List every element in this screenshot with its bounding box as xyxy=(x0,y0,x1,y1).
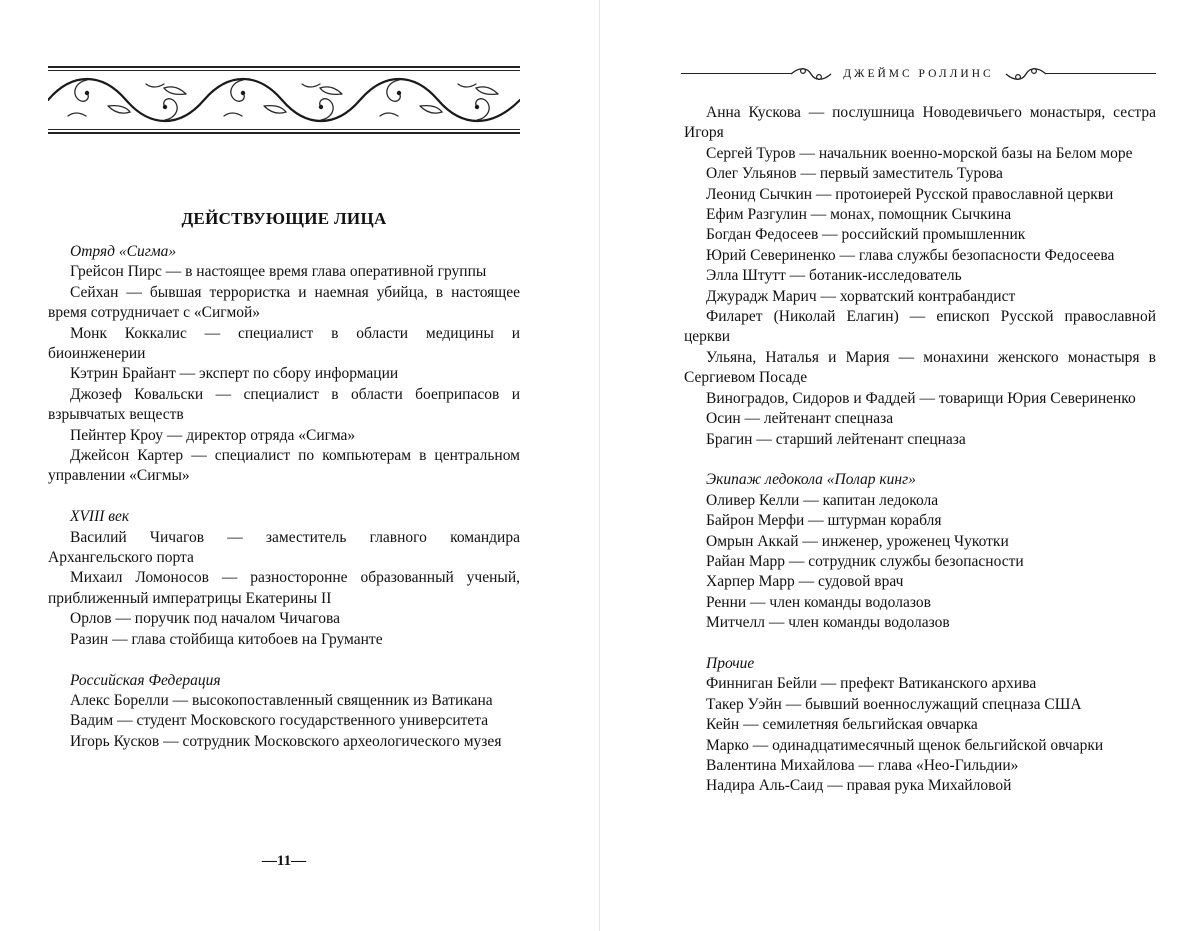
section-title: Экипаж ледокола «Полар кинг» xyxy=(706,471,916,489)
left-column xyxy=(48,242,520,752)
page-heading: ДЕЙСТВУЮЩИЕ ЛИЦА xyxy=(181,209,387,228)
character-entry: Анна Кускова — послушница Новодевичьего монастыря, сестра Игоря xyxy=(684,104,1156,142)
character-entry: Райан Марр — сотрудник службы безопасности xyxy=(706,552,1024,570)
section-title: Прочие xyxy=(706,654,755,672)
character-entry: Оливер Келли — капитан ледокола xyxy=(706,491,939,509)
character-entry: Джозеф Ковальски — специалист в области боеприпасов и взрывчатых веществ xyxy=(48,385,520,424)
page-number: —11— xyxy=(261,853,307,869)
character-entry: Валентина Михайлова — глава «Нео-Гильдии» xyxy=(706,756,1019,774)
character-entry: Виноградов, Сидоров и Фаддей — товарищи Юрия Севериненко xyxy=(706,389,1136,407)
character-entry: Сергей Туров — начальник военно-морской базы на Белом море xyxy=(706,144,1133,162)
character-entry: Джейсон Картер — специалист по компьютерам в центральном управлении «Сигмы» xyxy=(48,447,520,485)
character-entry: Разин — глава стойбища китобоев на Груманте xyxy=(70,630,383,648)
character-entry: Такер Уэйн — бывший военнослужащий спецназа США xyxy=(706,695,1082,713)
character-entry: Осин — лейтенант спецназа xyxy=(706,410,894,428)
section-gap xyxy=(48,650,520,670)
section-gap xyxy=(48,487,520,507)
character-entry: Олег Ульянов — первый заместитель Турова xyxy=(706,165,1003,183)
character-entry: Сейхан — бывшая террористка и наемная убийца, в настоящее время сотрудничает с «Сигмой» xyxy=(48,283,520,322)
character-entry: Богдан Федосеев — российский промышленник xyxy=(706,226,1026,244)
character-entry: Леонид Сычкин — протоиерей Русской православной церкви xyxy=(706,185,1114,203)
character-entry: Митчелл — член команды водолазов xyxy=(706,614,950,632)
character-entry: Пейнтер Кроу — директор отряда «Сигма» xyxy=(70,426,356,444)
character-entry: Игорь Кусков — сотрудник Московского археологического музея xyxy=(70,732,502,750)
character-entry: Вадим — студент Московского государственного университета xyxy=(70,712,489,730)
character-entry: Ефим Разгулин — монах, помощник Сычкина xyxy=(706,206,1012,224)
character-entry: Брагин — старший лейтенант спецназа xyxy=(706,430,966,448)
character-entry: Элла Штутт — ботаник-исследователь xyxy=(706,267,962,285)
character-entry: Финниган Бейли — префект Ватиканского архива xyxy=(706,675,1037,693)
section-gap xyxy=(684,450,1156,470)
character-entry: Монк Коккалис — специалист в области медицины и биоинженерии xyxy=(48,324,520,363)
running-head-author: ДЖЕЙМС РОЛЛИНС xyxy=(843,68,994,80)
character-entry: Юрий Севериненко — глава службы безопасности Федосеева xyxy=(706,246,1115,264)
character-entry: Омрын Аккай — инженер, уроженец Чукотки xyxy=(706,532,1009,550)
character-entry: Марко — одинадцатимесячный щенок бельгийской овчарки xyxy=(706,736,1104,754)
ornamental-header-band xyxy=(48,66,520,134)
section-title: Отряд «Сигма» xyxy=(70,243,177,260)
character-entry: Михаил Ломоносов — разносторонне образованный ученый, приближенный императрицы Екатерины II xyxy=(48,569,520,607)
character-entry: Надира Аль-Саид — правая рука Михайловой xyxy=(706,777,1012,795)
section-title: XVIII век xyxy=(70,508,130,526)
character-entry: Джурадж Марич — хорватский контрабандист xyxy=(706,287,1016,305)
character-entry: Василий Чичагов — заместитель главного командира Архангельского порта xyxy=(48,528,520,567)
right-column xyxy=(684,103,1156,797)
character-entry: Ульяна, Наталья и Мария — монахини женского монастыря в Сергиевом Посаде xyxy=(684,348,1156,387)
section-title: Российская Федерация xyxy=(70,671,221,689)
character-entry: Харпер Марр — судовой врач xyxy=(706,573,904,591)
character-entry: Алекс Борелли — высокопоставленный священник из Ватикана xyxy=(70,691,493,709)
character-entry: Байрон Мерфи — штурман корабля xyxy=(706,512,942,530)
character-entry: Ренни — член команды водолазов xyxy=(706,593,931,611)
character-entry: Филарет (Николай Елагин) — епископ Русской православной церкви xyxy=(684,308,1156,346)
character-entry: Грейсон Пирс — в настоящее время глава оперативной группы xyxy=(70,263,487,281)
section-gap xyxy=(684,634,1156,654)
character-entry: Орлов — поручик под началом Чичагова xyxy=(70,610,340,628)
character-entry: Кэтрин Брайант — эксперт по сбору информации xyxy=(70,365,399,383)
character-entry: Кейн — семилетняя бельгийская овчарка xyxy=(706,716,978,734)
running-head xyxy=(681,62,1156,86)
